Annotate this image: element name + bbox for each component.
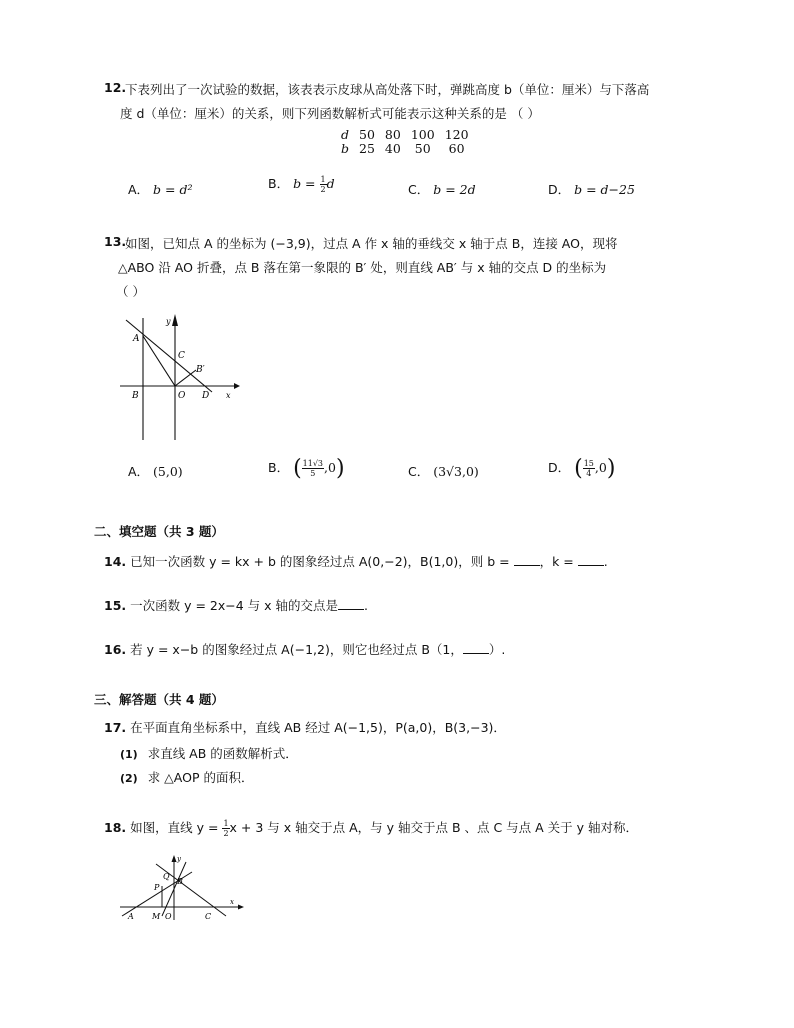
label-c: C: [205, 912, 212, 921]
part-text: 求 △AOP 的面积．: [147, 770, 254, 785]
table-cell: 50: [359, 127, 375, 142]
fraction-denominator: 2: [320, 185, 326, 194]
q16: [104, 640, 505, 658]
q16-text: 若 y = x−b 的图象经过点 A(−1,2)，则它也经过点 B（1，: [130, 642, 463, 657]
option-expr-tail: ,0: [324, 460, 336, 475]
option-letter: B．: [268, 176, 290, 191]
q12-option-c[interactable]: [408, 180, 476, 198]
option-expr: (5,0): [153, 464, 183, 479]
q18: [104, 818, 638, 838]
q15: [104, 596, 368, 614]
table-cell: 80: [384, 127, 401, 142]
label-d: D: [202, 391, 210, 401]
y-axis-arrow-icon: [172, 314, 178, 326]
q15-text: 一次函数 y = 2x−4 与 x 轴的交点是: [130, 598, 339, 613]
fraction: [222, 819, 229, 838]
q15-number: 15.: [104, 598, 127, 613]
q14-blank-k[interactable]: [578, 553, 604, 566]
label-b: B: [132, 391, 139, 401]
line-ab-prime: [126, 320, 212, 392]
table-cell: 50: [414, 141, 431, 156]
q13-option-b[interactable]: B． ( $\frac{11√3}{5}$ ,0): [268, 456, 345, 481]
q12-line2: 度 d（单位：厘米）的关系，则下列函数解析式可能表示这种关系的是 （ ）: [120, 106, 540, 121]
y-axis-arrow-icon: [172, 855, 177, 862]
q18-text-2: x + 3 与 x 轴交于点 A，与 y 轴交于点 B 、点 C 与点 A 关于 y 轴对称．: [229, 820, 639, 835]
fraction-denominator: 5: [310, 469, 316, 478]
table-cell: 100: [410, 127, 435, 142]
table-cell: 40: [384, 141, 401, 156]
label-p: P: [154, 883, 160, 892]
q12-line1: 下表列出了一次试验的数据，该表表示皮球从高处落下时，弹跳高度 b（单位：厘米）与下落高: [125, 82, 650, 97]
label-b-prime: B′: [196, 365, 205, 375]
option-expr: b = d²: [153, 182, 193, 197]
q12-data-table: [336, 128, 474, 156]
x-axis-arrow-icon: [238, 905, 244, 910]
q15-blank[interactable]: [338, 597, 364, 610]
q17-number: 17.: [104, 720, 127, 735]
fraction: [320, 175, 327, 194]
section-3-title: 三、解答题（共 4 题）: [94, 692, 224, 707]
q14: [104, 552, 608, 570]
q14-text-2: ，k =: [539, 554, 578, 569]
label-a: A: [128, 912, 134, 921]
option-expr-tail: ,0: [594, 460, 607, 475]
option-expr: b = 2d: [433, 182, 476, 197]
fraction-numerator: 11√3: [302, 459, 324, 468]
q18-figure: [116, 852, 248, 922]
table-row-label: d: [341, 127, 350, 142]
q13-option-a[interactable]: [128, 462, 183, 480]
option-expr: b =: [293, 176, 320, 191]
label-o: O: [178, 391, 186, 401]
q14-text-3: .: [603, 554, 608, 569]
fraction: [302, 459, 324, 478]
fraction: [583, 459, 595, 478]
q18-number: 18.: [104, 820, 127, 835]
label-y: y: [177, 855, 181, 863]
fraction-denominator: 2: [223, 829, 229, 838]
label-m: M: [152, 912, 161, 921]
part-text: 求直线 AB 的函数解析式．: [147, 746, 298, 761]
table-row: [336, 142, 474, 156]
label-o: O: [165, 912, 172, 921]
option-letter: D．: [548, 182, 571, 197]
q13-number: 13.: [104, 234, 127, 249]
q17-part-1: [120, 744, 298, 762]
q13-line2: △ABO 沿 AO 折叠，点 B 落在第一象限的 B′ 处，则直线 AB′ 与 x 轴的交点 D 的坐标为: [118, 260, 607, 275]
label-q: Q: [163, 872, 170, 881]
table-cell: 25: [359, 141, 375, 156]
x-axis-arrow-icon: [234, 383, 240, 389]
table-row-label: b: [341, 141, 350, 156]
q14-number: 14.: [104, 554, 127, 569]
q12-number: 12.: [104, 80, 127, 95]
q16-number: 16.: [104, 642, 127, 657]
option-letter: C．: [408, 182, 430, 197]
q15-text-2: .: [364, 598, 369, 613]
option-expr-tail: d: [326, 176, 335, 191]
q17-text: 在平面直角坐标系中，直线 AB 经过 A(−1,5)，P(a,0)，B(3,−3)．: [130, 720, 506, 735]
label-x: x: [230, 898, 234, 906]
part-label: (2): [120, 772, 138, 785]
label-c: C: [178, 351, 185, 361]
fraction-numerator: 1: [320, 175, 326, 184]
option-letter: A．: [128, 182, 150, 197]
q13-option-d[interactable]: D． ( $\frac{15}{4}$ ,0): [548, 456, 616, 481]
label-y: y: [166, 317, 171, 326]
segment-ob-prime: [175, 370, 196, 386]
option-expr: b = d−25: [574, 182, 635, 197]
table-cell: 60: [448, 141, 465, 156]
q17: [104, 718, 506, 736]
q16-blank[interactable]: [463, 641, 489, 654]
q12-option-b[interactable]: [268, 174, 335, 194]
fraction-denominator: 4: [586, 469, 592, 478]
table-row: [336, 128, 474, 142]
option-letter: C．: [408, 464, 430, 479]
fraction-numerator: 1: [223, 819, 229, 828]
q12-option-a[interactable]: [128, 180, 192, 198]
q13-figure: [112, 310, 242, 442]
q13-line3: （ ）: [116, 284, 145, 299]
q13-option-c[interactable]: [408, 462, 479, 480]
q16-text-2: ）.: [488, 642, 506, 657]
table-cell: 120: [444, 127, 469, 142]
segment-ao: [143, 336, 175, 386]
option-letter: B．: [268, 460, 290, 475]
q18-text: 如图，直线 y =: [130, 820, 223, 835]
q17-part-2: [120, 768, 253, 786]
option-letter: A．: [128, 464, 150, 479]
q12-option-d[interactable]: [548, 180, 635, 198]
option-letter: D．: [548, 460, 571, 475]
label-b: B: [177, 877, 183, 886]
label-a: A: [133, 334, 140, 344]
option-expr: (3√3,0): [433, 464, 479, 479]
fraction-numerator: 15: [583, 459, 594, 468]
q14-text: 已知一次函数 y = kx + b 的图象经过点 A(0,−2)，B(1,0)，则 b =: [130, 554, 514, 569]
section-2-title: 二、填空题（共 3 题）: [94, 524, 224, 539]
label-x: x: [226, 391, 231, 400]
part-label: (1): [120, 748, 138, 761]
q13-line1: 如图，已知点 A 的坐标为 (−3,9)，过点 A 作 x 轴的垂线交 x 轴于点 B，连接 AO，现将: [125, 236, 618, 251]
q14-blank-b[interactable]: [514, 553, 540, 566]
